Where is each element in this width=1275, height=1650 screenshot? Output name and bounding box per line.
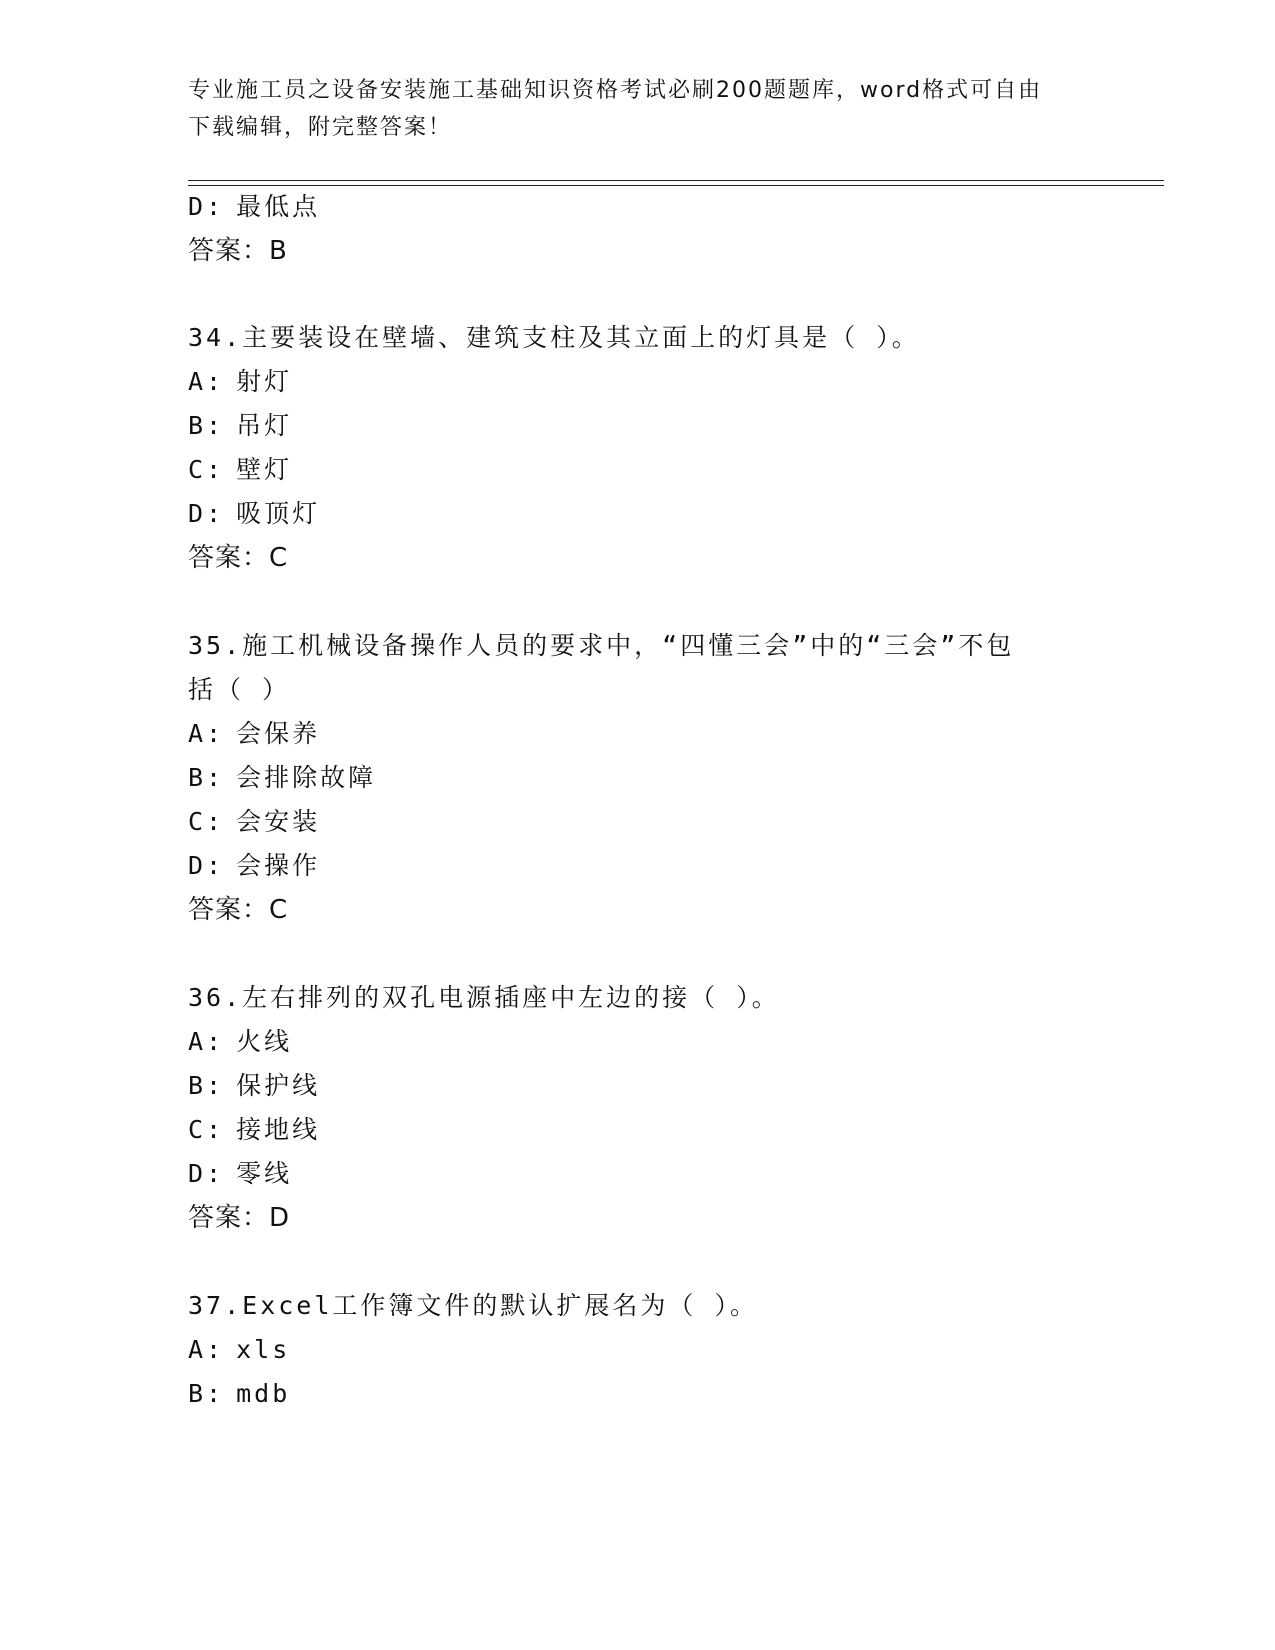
option-text: 火线 [236, 1027, 293, 1056]
document-header [188, 72, 1088, 146]
q33-answer: 答案：B [188, 236, 288, 266]
q36-option-b [188, 1070, 320, 1102]
option-label: D: [188, 851, 225, 880]
header-title-line-1: 专业施工员之设备安装施工基础知识资格考试必刷200题题库，word格式可自由 [188, 78, 1043, 103]
q35-question-line-2: 括（ ） [188, 675, 291, 704]
option-label: B: [188, 1071, 225, 1100]
q34-question: 34.主要装设在壁墙、建筑支柱及其立面上的灯具是（ ）。 [188, 323, 920, 352]
q36-option-a [188, 1026, 292, 1058]
q37-option-a [188, 1334, 290, 1366]
header-title-line-2: 下载编辑，附完整答案！ [188, 115, 453, 140]
option-label: C: [188, 1115, 225, 1144]
option-label: D: [188, 499, 225, 528]
q37-question: 37.Excel工作簿文件的默认扩展名为（ ）。 [188, 1291, 758, 1320]
option-text: 壁灯 [236, 455, 293, 484]
option-text: mdb [236, 1379, 291, 1408]
option-text: 会操作 [236, 851, 321, 880]
option-text: 吸顶灯 [236, 499, 321, 528]
q36-option-d [188, 1158, 292, 1190]
option-label: A: [188, 1027, 225, 1056]
header-divider-bottom [188, 185, 1164, 186]
q37-option-b [188, 1378, 290, 1410]
q34-option-d [188, 498, 320, 530]
q34-option-b [188, 410, 292, 442]
option-text: xls [236, 1335, 291, 1364]
q35-question-line-1: 35.施工机械设备操作人员的要求中，“四懂三会”中的“三会”不包 [188, 631, 1015, 660]
option-text: 最低点 [236, 192, 321, 221]
q35-option-c [188, 806, 320, 838]
q34-answer: 答案：C [188, 543, 289, 573]
option-label: C: [188, 455, 225, 484]
option-label: B: [188, 763, 225, 792]
option-label: B: [188, 411, 225, 440]
option-text: 会保养 [236, 719, 321, 748]
q35-option-d [188, 850, 320, 882]
option-label: D: [188, 192, 225, 221]
option-label: A: [188, 719, 225, 748]
q35-answer: 答案：C [188, 895, 289, 925]
option-text: 吊灯 [236, 411, 293, 440]
q36-question: 36.左右排列的双孔电源插座中左边的接（ ）。 [188, 983, 780, 1012]
option-text: 接地线 [236, 1115, 321, 1144]
q34-option-c [188, 454, 292, 486]
option-text: 零线 [236, 1159, 293, 1188]
option-text: 射灯 [236, 367, 293, 396]
q35-option-b [188, 762, 376, 794]
q36-answer: 答案：D [188, 1203, 291, 1233]
q34-option-a [188, 366, 292, 398]
option-label: D: [188, 1159, 225, 1188]
option-label: C: [188, 807, 225, 836]
option-label: A: [188, 1335, 225, 1364]
option-label: B: [188, 1379, 225, 1408]
option-text: 会安装 [236, 807, 321, 836]
header-divider-top [188, 180, 1164, 181]
q35-option-a [188, 718, 320, 750]
option-text: 保护线 [236, 1071, 321, 1100]
option-label: A: [188, 367, 225, 396]
q33-option-d [188, 191, 320, 223]
q36-option-c [188, 1114, 320, 1146]
option-text: 会排除故障 [236, 763, 377, 792]
